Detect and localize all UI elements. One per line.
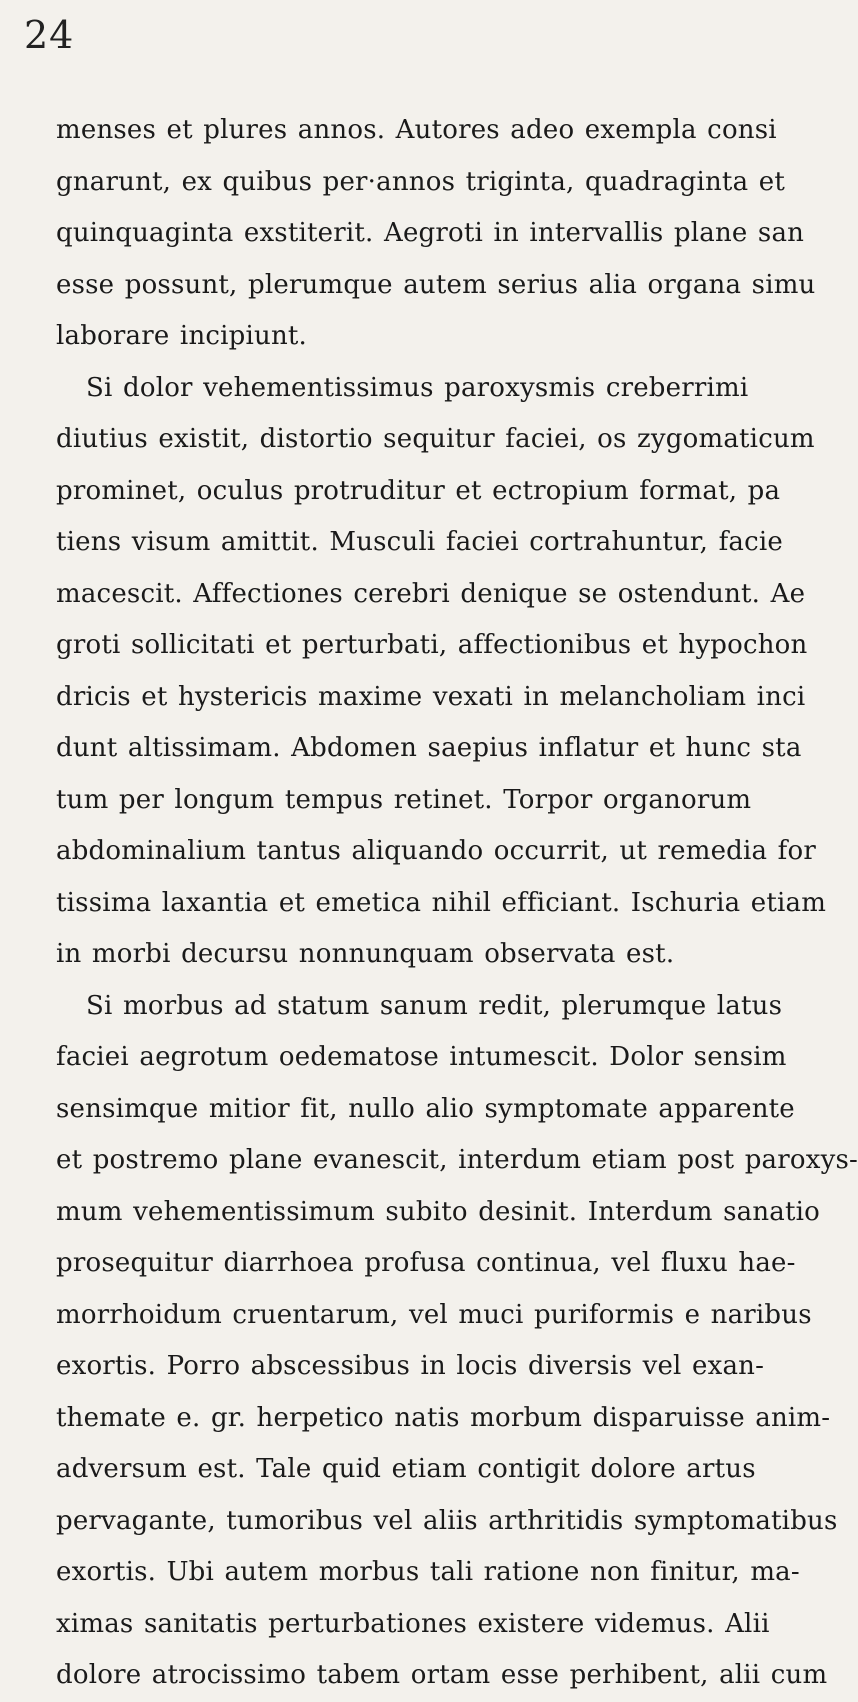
text-line: tissima laxantia et emetica nihil efficiant. Ischuria etiam [56, 887, 827, 918]
text-line: groti sollicitati et perturbati, affectionibus et hypochon [56, 630, 808, 660]
text-line: ximas sanitatis perturbationes existere videmus. Alii [56, 1608, 770, 1639]
text-line: themate e. gr. herpetico natis morbum disparuisse anim- [56, 1402, 831, 1433]
text-line: dunt altissimam. Abdomen saepius inflatur et hunc sta [56, 733, 802, 763]
text-line: tum per longum tempus retinet. Torpor organorum [56, 784, 752, 815]
text-line: exortis. Ubi autem morbus tali ratione non finitur, ma- [56, 1557, 800, 1587]
text-line: dricis et hystericis maxime vexati in melancholiam inci [56, 681, 806, 712]
text-line: macescit. Affectiones cerebri denique se ostendunt. Ae [56, 578, 806, 609]
text-line: prosequitur diarrhoea profusa continua, vel fluxu hae- [56, 1248, 796, 1278]
text-line: adversum est. Tale quid etiam contigit dolore artus [56, 1454, 756, 1484]
page-number: 24 [24, 13, 75, 57]
text-line: in morbi decursu nonnunquam observata est. [56, 939, 675, 969]
text-line: menses et plures annos. Autores adeo exempla consi [56, 115, 777, 145]
text-line: abdominalium tantus aliquando occurrit, ut remedia for [56, 836, 816, 866]
text-line: dolore atrocissimo tabem ortam esse perhibent, alii cum [56, 1660, 828, 1690]
text-line: morrhoidum cruentarum, vel muci puriformis e naribus [56, 1299, 812, 1330]
text-line: diutius existit, distortio sequitur faciei, os zygomaticum [56, 424, 815, 454]
text-line: et postremo plane evanescit, interdum etiam post paroxys- [56, 1145, 858, 1175]
text-line: pervagante, tumoribus vel aliis arthritidis symptomatibus [56, 1505, 838, 1536]
text-line: faciei aegrotum oedematose intumescit. Dolor sensim [56, 1042, 787, 1072]
body-text [56, 105, 858, 1702]
text-line: tiens visum amittit. Musculi faciei cortrahuntur, facie [56, 527, 783, 557]
text-line: laborare incipiunt. [56, 321, 308, 351]
text-line: exortis. Porro abscessibus in locis diversis vel exan- [56, 1351, 765, 1381]
text-line: mum vehementissimum subito desinit. Interdum sanatio [56, 1196, 821, 1227]
text-line: esse possunt, plerumque autem serius alia organa simu [56, 269, 816, 300]
text-line: prominet, oculus protruditur et ectropium format, pa [56, 475, 781, 506]
text-line: sensimque mitior fit, nullo alio symptomate apparente [56, 1093, 795, 1124]
text-line: quinquaginta exstiterit. Aegroti in intervallis plane san [56, 218, 805, 248]
text-line: gnarunt, ex quibus per·annos triginta, quadraginta et [56, 166, 785, 197]
paragraph-start-line: Si dolor vehementissimus paroxysmis creberrimi [86, 372, 749, 403]
paragraph-start-line: Si morbus ad statum sanum redit, plerumque latus [86, 990, 783, 1021]
